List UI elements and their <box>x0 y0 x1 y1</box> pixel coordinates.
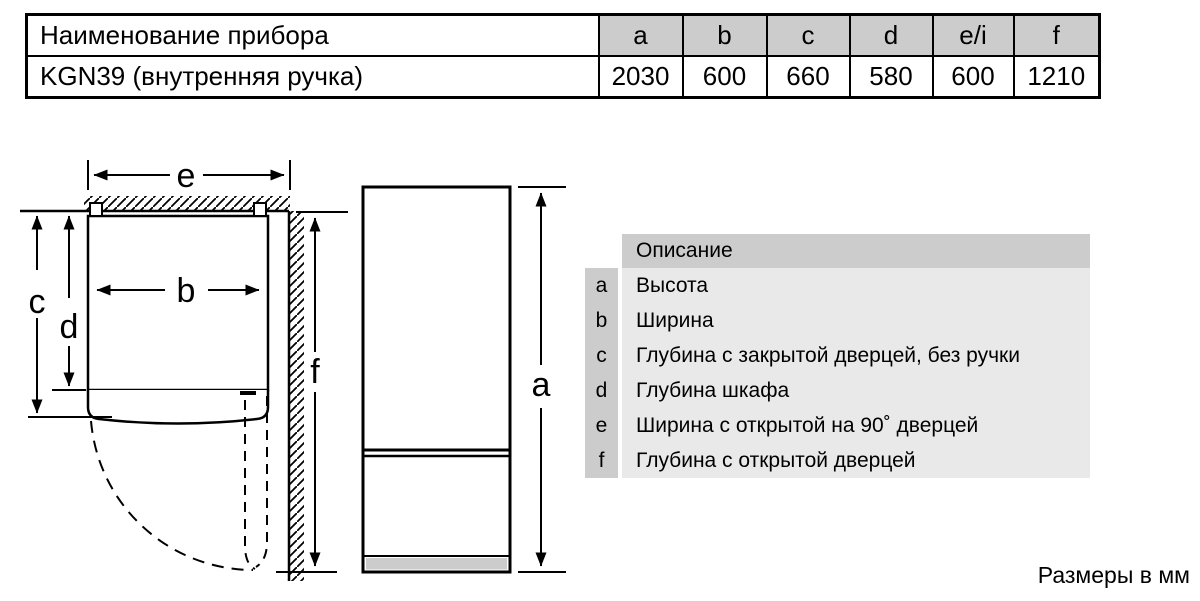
legend-row-e <box>585 408 1090 443</box>
legend-header: Описание <box>622 234 1090 268</box>
legend-key-e: e <box>585 408 618 443</box>
model-name: KGN39 (внутренняя ручка) <box>27 56 599 98</box>
legend-row-b <box>585 303 1090 338</box>
legend-key-b: b <box>585 303 618 338</box>
door-open-inner-edge <box>245 400 255 569</box>
plinth <box>366 558 507 570</box>
legend-desc-a: Высота <box>622 268 1090 303</box>
legend-desc-e: Ширина с открытой на 90˚ дверцей <box>622 408 1090 443</box>
door-hinge-mark <box>240 391 256 395</box>
fridge-front-body <box>363 187 510 572</box>
hinge-right <box>254 203 266 216</box>
legend-row-d <box>585 373 1090 408</box>
table-header-a: a <box>599 15 683 57</box>
f-label: f <box>310 353 320 391</box>
table-header-f: f <box>1014 15 1100 57</box>
value-b: 600 <box>683 56 767 98</box>
hinge-left <box>90 203 102 216</box>
legend-desc-f: Глубина с открытой дверцей <box>622 443 1090 478</box>
legend-key-d: d <box>585 373 618 408</box>
table-header-name: Наименование прибора <box>27 15 599 57</box>
table-header-c: c <box>767 15 850 57</box>
c-label: c <box>28 283 46 321</box>
legend-row-a <box>585 268 1090 303</box>
legend-rows <box>585 268 1090 478</box>
legend-row-f <box>585 443 1090 478</box>
legend-desc-d: Глубина шкафа <box>622 373 1090 408</box>
table-header-d: d <box>850 15 933 57</box>
units-note: Размеры в мм <box>1037 562 1190 588</box>
value-a: 2030 <box>599 56 683 98</box>
d-label: d <box>59 308 79 346</box>
door-swing-arc <box>91 421 253 570</box>
legend-desc-c: Глубина с закрытой дверцей, без ручки <box>622 338 1090 373</box>
top-view <box>20 157 348 581</box>
value-f: 1210 <box>1014 56 1100 98</box>
door-open-outer-edge <box>256 396 267 567</box>
door-closed <box>88 390 268 424</box>
table-header-b: b <box>683 15 767 57</box>
legend-desc-b: Ширина <box>622 303 1090 338</box>
value-ei: 600 <box>933 56 1014 98</box>
legend-key-c: c <box>585 338 618 373</box>
value-d: 580 <box>850 56 933 98</box>
value-c: 660 <box>767 56 850 98</box>
a-label: a <box>531 366 551 404</box>
legend-row-c <box>585 338 1090 373</box>
b-label: b <box>176 272 196 310</box>
wall-hatching-right <box>289 211 304 581</box>
legend-key-f: f <box>585 443 618 478</box>
e-label: e <box>176 157 196 195</box>
front-view <box>363 187 566 572</box>
legend-key-a: a <box>585 268 618 303</box>
table-header-ei: e/i <box>933 15 1014 57</box>
